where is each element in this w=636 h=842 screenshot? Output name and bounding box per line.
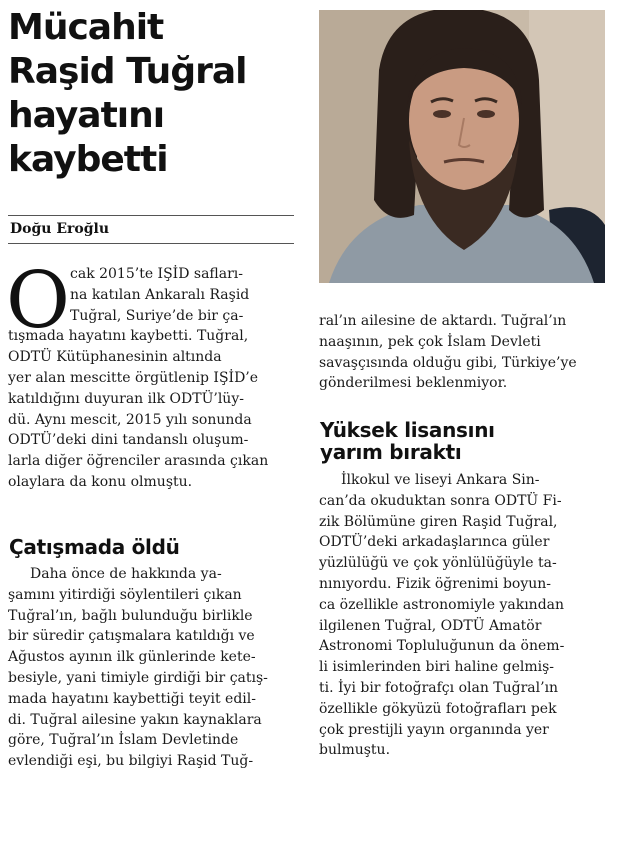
headline-line: hayatını [8, 95, 165, 136]
text-line: larla diğer öğrenciler arasında çıkan [8, 453, 269, 470]
text-line: can’da okuduktan sonra ODTÜ Fi- [319, 492, 562, 509]
text-line: savaşçısında olduğu gibi, Türkiye’ye [319, 354, 577, 371]
text-line: Daha önce de hakkında ya- [30, 566, 222, 582]
text-line: nınıyordu. Fizik öğrenimi boyun- [319, 575, 552, 592]
text-line: di. Tuğral ailesine yakın kaynaklara [8, 711, 262, 728]
text-line: olaylara da konu olmuştu. [8, 473, 193, 490]
text-line: göre, Tuğral’ın İslam Devletinde [8, 732, 239, 749]
text-line: na katılan Ankaralı Raşid [70, 286, 250, 303]
text-line: li isimlerinden biri haline gelmiş- [319, 659, 555, 676]
text-line: mada hayatını kaybettiği teyit edil- [8, 690, 256, 707]
text-line: tışmada hayatını kaybetti. Tuğral, [8, 328, 249, 345]
portrait-photo [319, 10, 605, 283]
text-line: şamını yitirdiği söylentileri çıkan [8, 586, 242, 603]
text-line: ODTÜ’deki arkadaşlarınca güler [319, 534, 550, 551]
subheading-yuksek-lisans [320, 419, 495, 463]
text-line: naaşının, pek çok İslam Devleti [319, 333, 541, 350]
subheading-line: yarım bıraktı [320, 440, 462, 464]
subheading-catismada-oldu: Çatışmada öldü [9, 535, 180, 559]
byline: Doğu Eroğlu [10, 221, 109, 237]
text-line: besiyle, yani timiyle girdiği bir çatış- [8, 669, 268, 686]
byline-bottom-rule [8, 243, 294, 244]
text-line: Ağustos ayının ilk günlerinde kete- [8, 649, 256, 666]
text-line: Tuğral’ın, bağlı bulunduğu birlikle [8, 607, 253, 624]
text-line: ilgilenen Tuğral, ODTÜ Amatör [319, 617, 542, 634]
headline-line: kaybetti [8, 139, 168, 180]
text-line: İlkokul ve liseyi Ankara Sin- [341, 472, 540, 488]
text-line: ral’ın ailesine de aktardı. Tuğral’ın [319, 313, 567, 329]
headline-line: Mücahit [8, 7, 164, 48]
subheading-line: Yüksek lisansını [320, 418, 495, 442]
column-1-intro [6, 256, 294, 493]
text-line: Astronomi Topluluğunun da önem- [319, 638, 565, 655]
text-line: ODTÜ Kütüphanesinin altında [8, 349, 222, 366]
text-line: yüzlülüğü ve çok yönlülüğüyle ta- [319, 555, 557, 572]
text-line: bulmuştu. [319, 742, 391, 759]
column-2-top [319, 311, 605, 394]
text-line: gönderilmesi beklenmiyor. [319, 375, 508, 392]
text-line: özellikle gökyüzü fotoğrafları pek [319, 700, 557, 717]
text-line: cak 2015’te IŞİD safları- [70, 266, 244, 282]
text-line: katıldığını duyuran ilk ODTÜ’lüy- [8, 390, 244, 407]
text-line: zik Bölümüne giren Raşid Tuğral, [319, 513, 558, 530]
text-line: ODTÜ’deki dini tandanslı oluşum- [8, 432, 249, 449]
column-2-section [319, 470, 605, 761]
text-line: bir süredir çatışmalara katıldığı ve [8, 628, 255, 645]
headline [8, 6, 308, 182]
text-line: dü. Aynı mescit, 2015 yılı sonunda [8, 411, 252, 428]
portrait-illustration [319, 10, 605, 283]
text-line: ti. İyi bir fotoğrafçı olan Tuğral’ın [319, 679, 559, 696]
text-line: Tuğral, Suriye’de bir ça- [70, 307, 244, 324]
drop-cap: O [6, 256, 70, 346]
text-line: ca özellikle astronomiyle yakından [319, 596, 565, 613]
text-line: çok prestijli yayın organında yer [319, 721, 549, 738]
text-line: evlendiği eşi, bu bilgiyi Raşid Tuğ- [8, 753, 254, 770]
headline-line: Raşid Tuğral [8, 51, 247, 92]
text-line: yer alan mescitte örgütlenip IŞİD’e [8, 369, 259, 386]
column-1-section [8, 564, 294, 772]
byline-top-rule [8, 215, 294, 216]
